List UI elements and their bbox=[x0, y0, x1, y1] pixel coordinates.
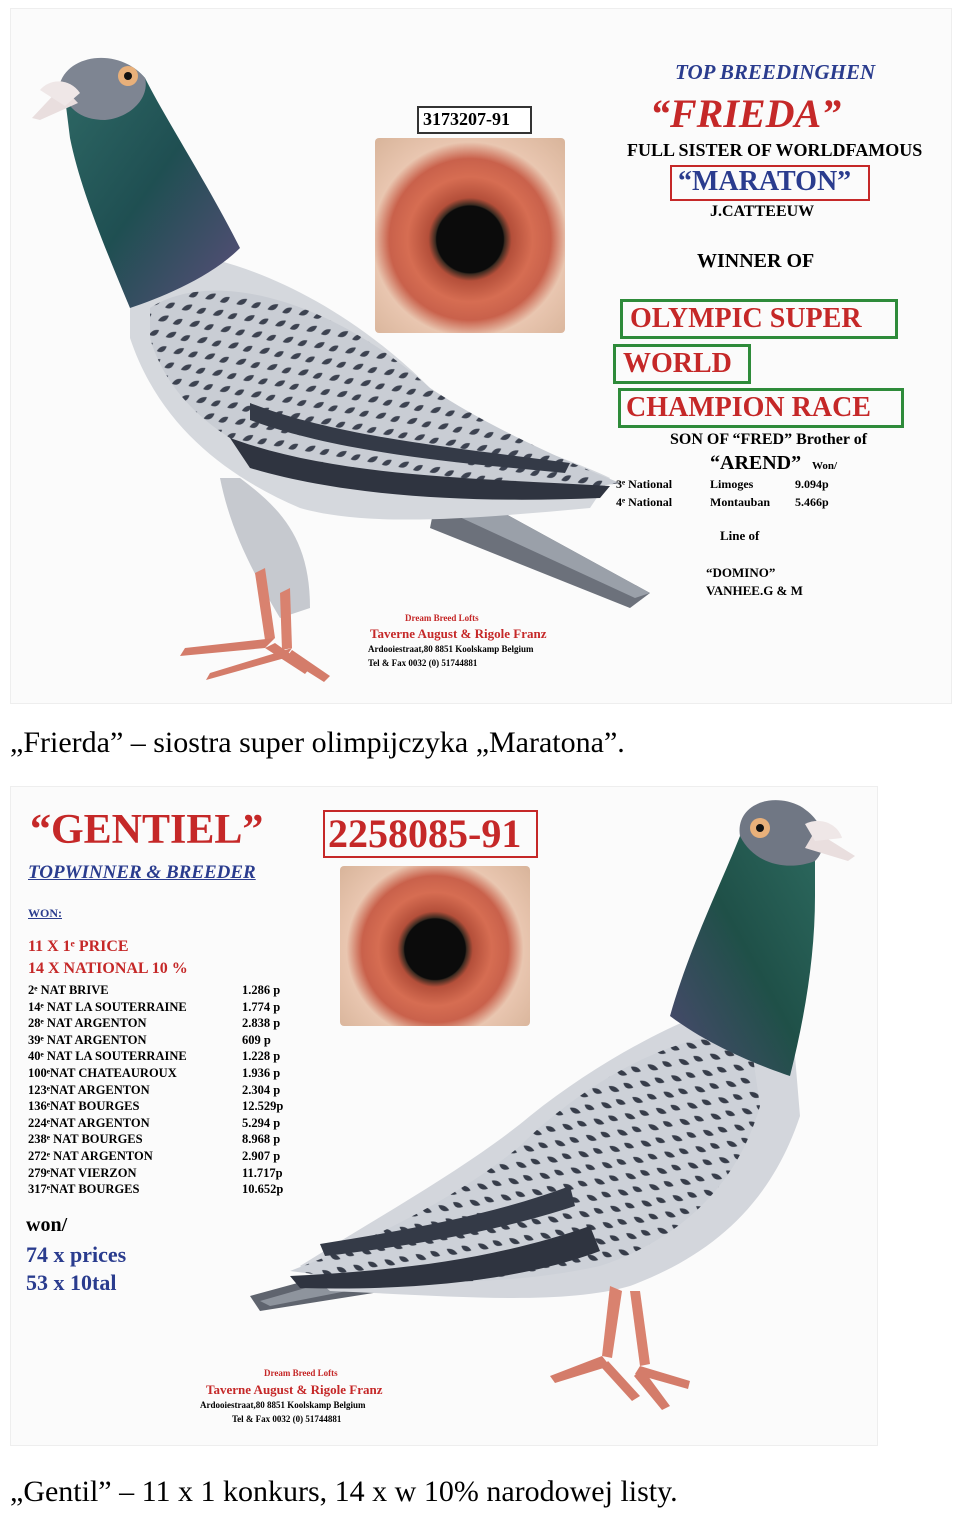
olympic-text: OLYMPIC SUPER bbox=[630, 303, 862, 334]
caption-gentiel: „Gentil” – 11 x 1 konkurs, 14 x w 10% narodowej listy. bbox=[10, 1475, 678, 1508]
topwinner-heading: TOPWINNER & BREEDER bbox=[28, 862, 256, 883]
world-text: WORLD bbox=[623, 348, 732, 379]
result-place: 39ᵉ NAT ARGENTON bbox=[28, 1032, 147, 1047]
eye-photo-frieda bbox=[375, 138, 565, 333]
frieda-result-value: 9.094p bbox=[795, 477, 829, 491]
gentiel-name: “GENTIEL” bbox=[30, 807, 264, 853]
loft-address: Ardooiestraat,80 8851 Koolskamp Belgium bbox=[368, 644, 534, 654]
prices-74-text: 74 x prices bbox=[26, 1242, 127, 1267]
frieda-result-race: Montauban bbox=[710, 495, 771, 509]
son-of-text: SON OF “FRED” Brother of bbox=[670, 431, 868, 448]
result-place: 272ᵉ NAT ARGENTON bbox=[28, 1148, 153, 1163]
gentiel-ring: 2258085-91 bbox=[328, 811, 522, 856]
result-place: 40ᵉ NAT LA SOUTERRAINE bbox=[28, 1049, 187, 1064]
tal-53-text: 53 x 10tal bbox=[26, 1270, 117, 1295]
result-place: 123ᵉNAT ARGENTON bbox=[28, 1082, 150, 1097]
winner-of-text: WINNER OF bbox=[697, 250, 815, 272]
loft-phone: Tel & Fax 0032 (0) 51744881 bbox=[368, 658, 478, 668]
result-place: 224ᵉNAT ARGENTON bbox=[28, 1115, 150, 1130]
gentiel-pedigree-card bbox=[10, 786, 878, 1446]
national-text: 14 X NATIONAL 10 % bbox=[28, 960, 188, 977]
prices-text: 11 X 1ᵉ PRICE bbox=[28, 938, 129, 955]
loft-phone: Tel & Fax 0032 (0) 51744881 bbox=[232, 1414, 342, 1424]
result-place: 279ᵉNAT VIERZON bbox=[28, 1165, 137, 1180]
result-place: 317ᵉNAT BOURGES bbox=[28, 1182, 140, 1197]
caption-frieda: „Frierda” – siostra super olimpijczyka „Maratona”. bbox=[10, 726, 625, 759]
result-value: 609 p bbox=[242, 1032, 271, 1047]
result-place: 136ᵉNAT BOURGES bbox=[28, 1099, 140, 1114]
result-value: 1.936 p bbox=[242, 1065, 281, 1080]
maraton-name: “MARATON” bbox=[678, 166, 852, 197]
frieda-result-value: 5.466p bbox=[795, 495, 829, 509]
ring-number: 3173207-91 bbox=[423, 109, 510, 129]
arend-name: “AREND” bbox=[710, 452, 802, 474]
result-value: 1.228 p bbox=[242, 1049, 281, 1064]
arend-won: Won/ bbox=[812, 460, 838, 472]
vanhee-name: VANHEE.G & M bbox=[706, 583, 803, 598]
full-sister-text: FULL SISTER OF WORLDFAMOUS bbox=[627, 140, 923, 160]
frieda-pedigree-card bbox=[10, 8, 952, 704]
frieda-result-row: 3ᵉ National bbox=[616, 477, 673, 491]
result-value: 2.838 p bbox=[242, 1016, 281, 1031]
champion-text: CHAMPION RACE bbox=[626, 392, 871, 423]
loft-name: Dream Breed Lofts bbox=[405, 613, 479, 623]
result-value: 12.529p bbox=[242, 1099, 284, 1114]
result-place: 100ᵉNAT CHATEAUROUX bbox=[28, 1065, 177, 1080]
frieda-name: “FRIEDA” bbox=[650, 91, 842, 136]
line-of-text: Line of bbox=[720, 528, 760, 543]
frieda-result-race: Limoges bbox=[710, 477, 754, 491]
domino-name: “DOMINO” bbox=[706, 565, 776, 580]
frieda-result-place: 4ᵉ National bbox=[616, 495, 673, 509]
loft-name: Dream Breed Lofts bbox=[264, 1368, 338, 1378]
loft-owners: Taverne August & Rigole Franz bbox=[370, 626, 547, 641]
loft-address: Ardooiestraat,80 8851 Koolskamp Belgium bbox=[200, 1400, 366, 1410]
eye-photo-gentiel bbox=[340, 866, 530, 1026]
breeder-name: J.CATTEEUW bbox=[710, 203, 815, 220]
result-value: 8.968 p bbox=[242, 1132, 281, 1147]
result-value: 1.286 p bbox=[242, 983, 281, 997]
result-place: 28ᵉ NAT ARGENTON bbox=[28, 1016, 147, 1031]
won-label-2: won/ bbox=[26, 1214, 68, 1236]
result-value: 2.304 p bbox=[242, 1082, 281, 1097]
result-value: 10.652p bbox=[242, 1182, 284, 1197]
pigeon-gentiel-image bbox=[230, 786, 878, 1446]
won-label: WON: bbox=[28, 906, 62, 920]
pigeon-frieda-image bbox=[10, 8, 673, 704]
result-place: 238ᵉ NAT BOURGES bbox=[28, 1132, 143, 1147]
result-value: 5.294 p bbox=[242, 1115, 281, 1130]
gentiel-results-places bbox=[28, 982, 187, 1198]
result-place: 2ᵉ NAT BRIVE bbox=[28, 983, 109, 997]
result-value: 2.907 p bbox=[242, 1148, 281, 1163]
result-value: 1.774 p bbox=[242, 999, 281, 1014]
result-place: 14ᵉ NAT LA SOUTERRAINE bbox=[28, 999, 187, 1014]
result-value: 11.717p bbox=[242, 1165, 283, 1180]
loft-owners: Taverne August & Rigole Franz bbox=[206, 1382, 383, 1397]
gentiel-results-values bbox=[242, 982, 283, 1198]
top-breeding-heading: TOP BREEDINGHEN bbox=[675, 60, 876, 84]
